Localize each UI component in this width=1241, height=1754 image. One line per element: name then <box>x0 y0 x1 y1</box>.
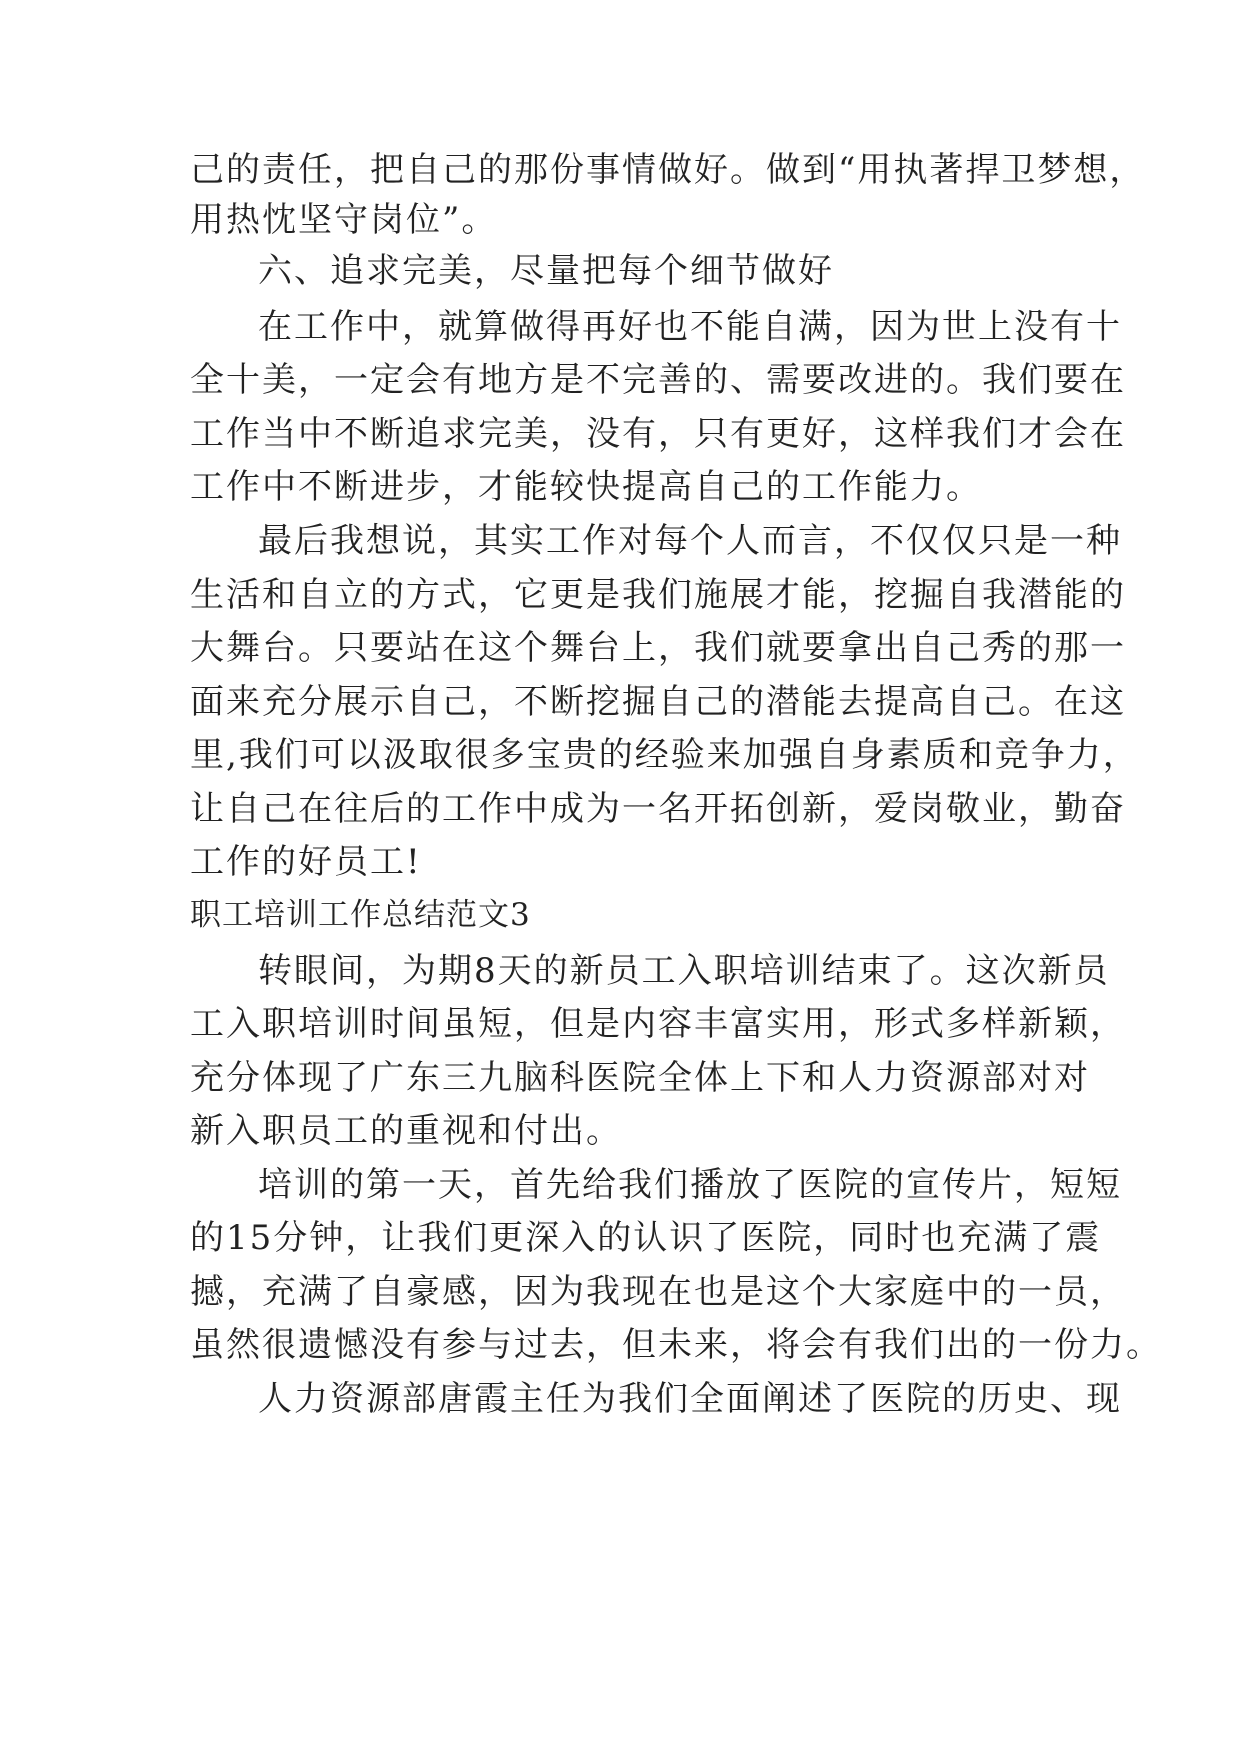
paragraph-line: 用热忱坚守岗位”。 <box>190 200 498 240</box>
paragraph-line: 的15分钟，让我们更深入的认识了医院，同时也充满了震 <box>190 1218 1102 1258</box>
paragraph-line: 转眼间，为期8天的新员工入职培训结束了。这次新员 <box>258 951 1110 991</box>
section-title: 职工培训工作总结范文3 <box>190 897 531 933</box>
paragraph-line: 工作中不断进步，才能较快提高自己的工作能力。 <box>190 467 982 507</box>
paragraph-line: 里,我们可以汲取很多宝贵的经验来加强自身素质和竞争力， <box>190 735 1139 775</box>
paragraph-line: 充分体现了广东三九脑科医院全体上下和人力资源部对对 <box>190 1058 1090 1098</box>
paragraph-line: 人力资源部唐霞主任为我们全面阐述了医院的历史、现 <box>258 1379 1122 1419</box>
paragraph-line: 工入职培训时间虽短，但是内容丰富实用，形式多样新颖， <box>190 1004 1126 1044</box>
paragraph-line: 全十美，一定会有地方是不完善的、需要改进的。我们要在 <box>190 360 1126 400</box>
paragraph-line: 己的责任，把自己的那份事情做好。做到“用执著捍卫梦想， <box>190 150 1146 190</box>
paragraph-line: 工作当中不断追求完美，没有，只有更好，这样我们才会在 <box>190 414 1126 454</box>
paragraph-line: 在工作中，就算做得再好也不能自满，因为世上没有十 <box>258 307 1122 347</box>
paragraph-line: 大舞台。只要站在这个舞台上，我们就要拿出自己秀的那一 <box>190 628 1126 668</box>
paragraph-line: 面来充分展示自己，不断挖掘自己的潜能去提高自己。在这 <box>190 682 1126 722</box>
section-subheading: 六、追求完美，尽量把每个细节做好 <box>258 251 834 291</box>
paragraph-line: 虽然很遗憾没有参与过去，但未来，将会有我们出的一份力。 <box>190 1325 1162 1365</box>
paragraph-line: 生活和自立的方式，它更是我们施展才能，挖掘自我潜能的 <box>190 575 1126 615</box>
paragraph-line: 新入职员工的重视和付出。 <box>190 1111 622 1151</box>
paragraph-line: 撼，充满了自豪感，因为我现在也是这个大家庭中的一员， <box>190 1272 1126 1312</box>
paragraph-line: 培训的第一天，首先给我们播放了医院的宣传片，短短 <box>258 1165 1122 1205</box>
paragraph-line: 最后我想说，其实工作对每个人而言，不仅仅只是一种 <box>258 521 1122 561</box>
paragraph-line: 工作的好员工! <box>190 842 422 882</box>
paragraph-line: 让自己在往后的工作中成为一名开拓创新，爱岗敬业，勤奋 <box>190 789 1126 829</box>
